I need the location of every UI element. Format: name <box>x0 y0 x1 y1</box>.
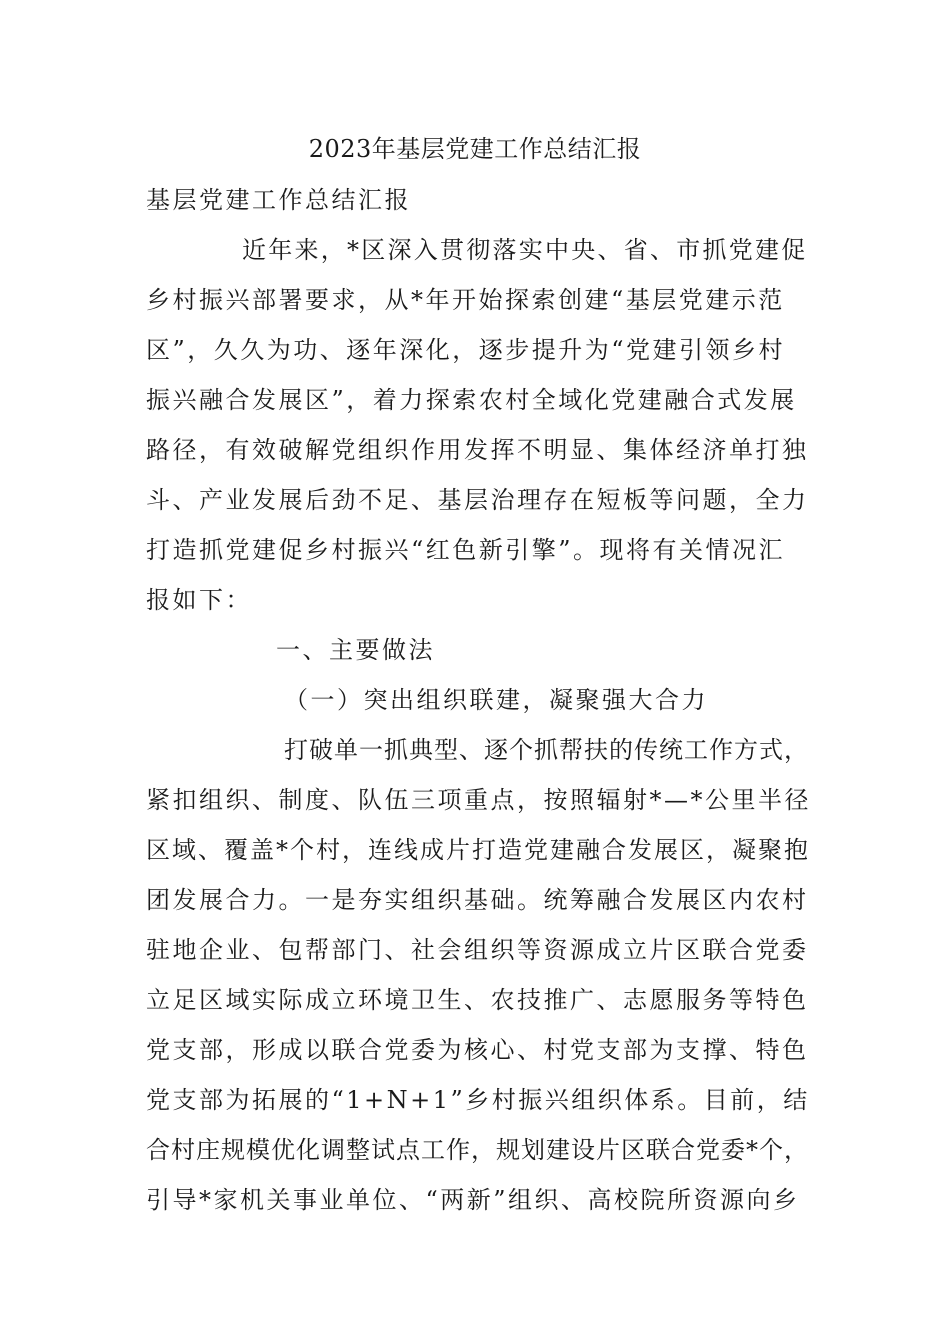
paragraph-line: 紧扣组织、制度、队伍三项重点，按照辐射*—*公里半径 <box>146 786 811 814</box>
paragraph-line: 团发展合力。一是夯实组织基础。统筹融合发展区内农村 <box>146 886 809 914</box>
paragraph-line: 党支部，形成以联合党委为核心、村党支部为支撑、特色 <box>146 1036 809 1064</box>
document-subtitle: 基层党建工作总结汇报 <box>146 186 411 214</box>
paragraph-line: 近年来，*区深入贯彻落实中央、省、市抓党建促 <box>242 236 808 264</box>
paragraph-line: 打造抓党建促乡村振兴“红色新引擎”。现将有关情况汇 <box>146 536 786 564</box>
section-heading: 一、主要做法 <box>276 636 435 664</box>
paragraph-line: 立足区域实际成立环境卫生、农技推广、志愿服务等特色 <box>146 986 809 1014</box>
paragraph-line: 打破单一抓典型、逐个抓帮扶的传统工作方式， <box>284 736 809 764</box>
paragraph-line: 区”，久久为功、逐年深化，逐步提升为“党建引领乡村 <box>146 336 786 364</box>
paragraph-line: 区域、覆盖*个村，连线成片打造党建融合发展区，凝聚抱 <box>146 836 810 864</box>
paragraph-line: 驻地企业、包帮部门、社会组织等资源成立片区联合党委 <box>146 936 809 964</box>
paragraph-line: 报如下： <box>146 586 252 614</box>
paragraph-line: 斗、产业发展后劲不足、基层治理存在短板等问题，全力 <box>146 486 809 514</box>
paragraph-line: 党支部为拓展的“1+N+1”乡村振兴组织体系。目前，结 <box>146 1086 810 1114</box>
subsection-heading: （一）突出组织联建，凝聚强大合力 <box>284 686 708 714</box>
paragraph-line: 振兴融合发展区”，着力探索农村全域化党建融合式发展 <box>146 386 797 414</box>
paragraph-line: 路径，有效破解党组织作用发挥不明显、集体经济单打独 <box>146 436 809 464</box>
paragraph-line: 乡村振兴部署要求，从*年开始探索创建“基层党建示范 <box>146 286 785 314</box>
paragraph-line: 引导*家机关事业单位、“两新”组织、高校院所资源向乡 <box>146 1186 800 1214</box>
document-title: 2023年基层党建工作总结汇报 <box>308 135 642 163</box>
paragraph-line: 合村庄规模优化调整试点工作，规划建设片区联合党委*个， <box>146 1136 809 1164</box>
